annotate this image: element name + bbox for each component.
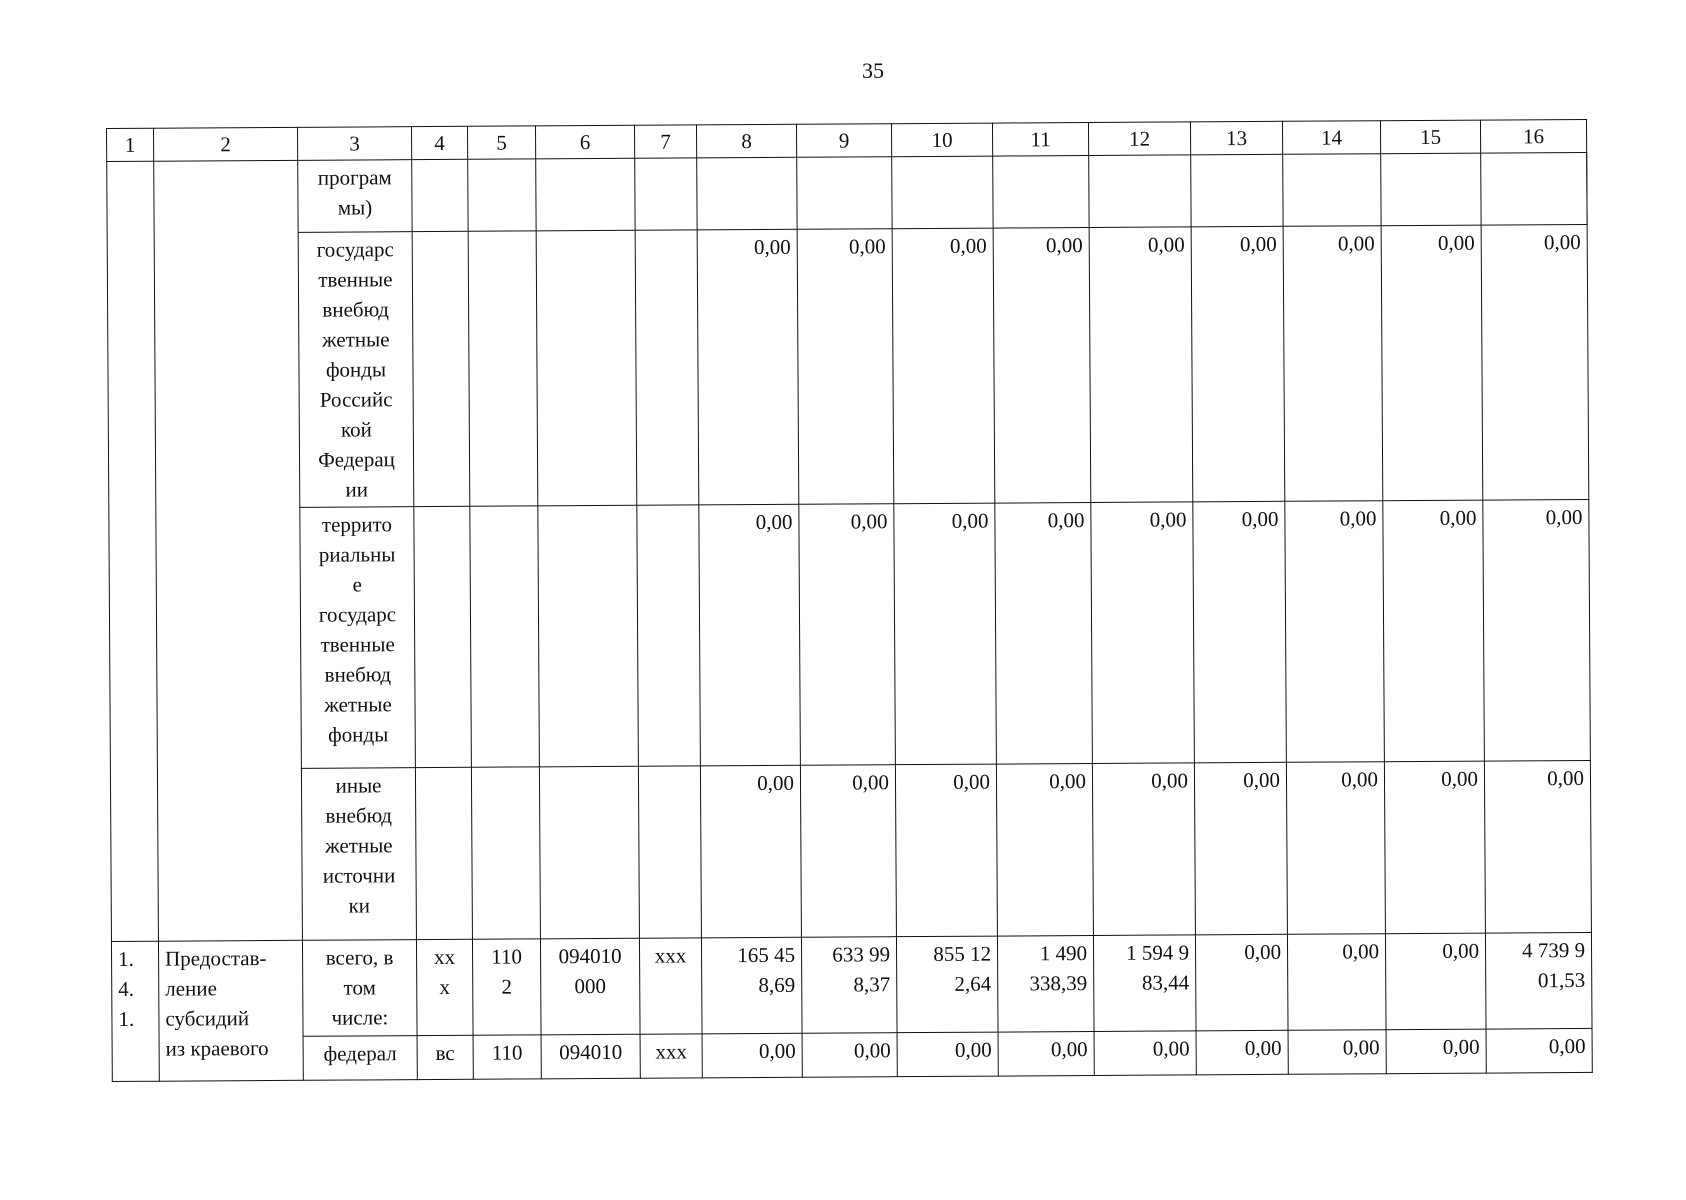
col-header-2: 2 xyxy=(154,127,298,161)
cell-empty xyxy=(697,157,797,230)
table-row xyxy=(112,1028,1592,1081)
code-cell: 094010 000 xyxy=(540,938,640,1035)
value-cell: 855 12 2,64 xyxy=(896,936,998,1033)
col-header-6: 6 xyxy=(535,125,634,159)
col-header-7: 7 xyxy=(634,125,696,158)
cell-empty xyxy=(1191,154,1283,227)
cell-empty xyxy=(470,506,540,767)
col-header-14: 14 xyxy=(1282,121,1380,155)
funding-source: террито риальны е государс твенные внебюд жетные фонды xyxy=(300,507,416,769)
col-header-1: 1 xyxy=(107,128,154,161)
funding-source: всего, в том числе: xyxy=(302,940,417,1037)
funding-source: государс твенные внебюд жетные фонды Российс кой Федерац ии xyxy=(298,232,414,508)
value-cell: 0,00 xyxy=(1091,502,1195,764)
value-cell: 0,00 xyxy=(1288,1030,1386,1075)
value-cell: 0,00 xyxy=(1283,226,1383,502)
cell-empty xyxy=(1381,153,1481,226)
value-cell: 0,00 xyxy=(995,502,1093,764)
cell-empty xyxy=(638,766,701,938)
value-cell: 0,00 xyxy=(1089,227,1193,503)
code-cell: 094010 xyxy=(541,1034,640,1079)
cell-empty xyxy=(1283,154,1381,227)
code-cell: хх х xyxy=(416,939,473,1035)
value-cell: 0,00 xyxy=(700,765,801,938)
cell-empty xyxy=(471,767,540,939)
col-header-3: 3 xyxy=(297,127,411,161)
col-header-15: 15 xyxy=(1380,120,1480,154)
cell-empty xyxy=(536,230,637,506)
col-header-9: 9 xyxy=(796,124,891,158)
value-cell: 0,00 xyxy=(702,1033,802,1078)
value-cell: 0,00 xyxy=(799,504,896,766)
value-cell: 0,00 xyxy=(998,1031,1094,1076)
cell-empty xyxy=(414,506,472,767)
value-cell: 0,00 xyxy=(1484,760,1591,933)
cell-empty xyxy=(468,159,536,231)
value-cell: 0,00 xyxy=(1383,500,1485,762)
value-cell: 0,00 xyxy=(1385,933,1486,1030)
value-cell: 0,00 xyxy=(1287,934,1386,1031)
col-header-11: 11 xyxy=(992,122,1088,156)
table-row xyxy=(107,224,1589,508)
funding-source: федерал xyxy=(303,1036,417,1081)
value-cell: 0,00 xyxy=(897,1032,998,1077)
cell-empty xyxy=(468,231,538,506)
cell-empty xyxy=(412,159,468,231)
cell-empty xyxy=(1481,152,1587,225)
col-header-8: 8 xyxy=(696,124,796,158)
value-cell: 0,00 xyxy=(1285,501,1385,763)
table-row xyxy=(111,932,1592,1037)
cell-empty xyxy=(107,161,159,941)
cell-empty xyxy=(415,767,472,939)
col-header-16: 16 xyxy=(1480,119,1586,153)
value-cell: 0,00 xyxy=(1483,499,1591,761)
cell-empty xyxy=(635,158,697,230)
value-cell: 0,00 xyxy=(1196,1030,1288,1075)
value-cell: 0,00 xyxy=(894,503,997,765)
cell-empty xyxy=(993,155,1089,228)
value-cell: 0,00 xyxy=(993,227,1091,503)
cell-empty xyxy=(1089,155,1191,228)
value-cell: 0,00 xyxy=(1386,1029,1486,1074)
value-cell: 0,00 xyxy=(1481,224,1589,500)
table-row xyxy=(107,152,1587,233)
funding-source: иные внебюд жетные источни ки xyxy=(301,768,416,941)
col-header-12: 12 xyxy=(1088,122,1190,156)
budget-table xyxy=(106,119,1593,1082)
value-cell: 1 594 9 83,44 xyxy=(1093,935,1196,1032)
funding-source: програм мы) xyxy=(298,160,412,233)
row-number: 1. 4. 1. xyxy=(111,941,159,1081)
value-cell: 0,00 xyxy=(802,1033,897,1078)
code-cell: вс xyxy=(417,1035,473,1079)
value-cell: 0,00 xyxy=(1286,762,1385,935)
value-cell: 0,00 xyxy=(1194,762,1287,935)
value-cell: 0,00 xyxy=(1191,226,1285,502)
cell-empty xyxy=(635,230,699,505)
table-row xyxy=(110,760,1591,941)
cell-empty xyxy=(539,766,639,939)
value-cell: 4 739 9 01,53 xyxy=(1485,932,1592,1029)
value-cell: 0,00 xyxy=(1193,501,1287,763)
value-cell: 1 490 338,39 xyxy=(997,935,1094,1032)
measure-name: Предостав- ление субсидий из краевого xyxy=(158,940,303,1081)
cell-empty xyxy=(536,158,635,231)
value-cell: 0,00 xyxy=(1384,761,1485,934)
value-cell: 165 45 8,69 xyxy=(701,937,802,1034)
table-row xyxy=(109,499,1591,769)
value-cell: 0,00 xyxy=(797,229,894,505)
code-cell: ххх xyxy=(640,1034,702,1078)
cell-empty xyxy=(412,231,470,506)
value-cell: 0,00 xyxy=(699,504,801,766)
value-cell: 0,00 xyxy=(697,229,799,505)
page-number: 35 xyxy=(862,58,884,83)
value-cell: 0,00 xyxy=(1094,1031,1196,1076)
value-cell: 0,00 xyxy=(996,763,1093,936)
col-header-5: 5 xyxy=(467,126,535,159)
cell-empty xyxy=(538,505,639,767)
col-header-13: 13 xyxy=(1190,121,1282,155)
value-cell: 0,00 xyxy=(1195,934,1288,1031)
col-header-10: 10 xyxy=(891,123,992,157)
value-cell: 0,00 xyxy=(1486,1028,1592,1073)
value-cell: 0,00 xyxy=(800,765,896,938)
cell-empty xyxy=(892,156,993,229)
cell-empty xyxy=(154,160,303,941)
cell-empty xyxy=(637,505,701,766)
code-cell: ххх xyxy=(639,938,702,1034)
value-cell: 0,00 xyxy=(1092,763,1195,936)
cell-empty xyxy=(797,157,892,230)
code-cell: 110 xyxy=(473,1035,541,1079)
code-cell: 110 2 xyxy=(472,939,541,1035)
value-cell: 0,00 xyxy=(1381,225,1483,501)
value-cell: 633 99 8,37 xyxy=(801,937,897,1034)
value-cell: 0,00 xyxy=(895,764,997,937)
col-header-4: 4 xyxy=(411,126,467,159)
value-cell: 0,00 xyxy=(892,228,995,504)
